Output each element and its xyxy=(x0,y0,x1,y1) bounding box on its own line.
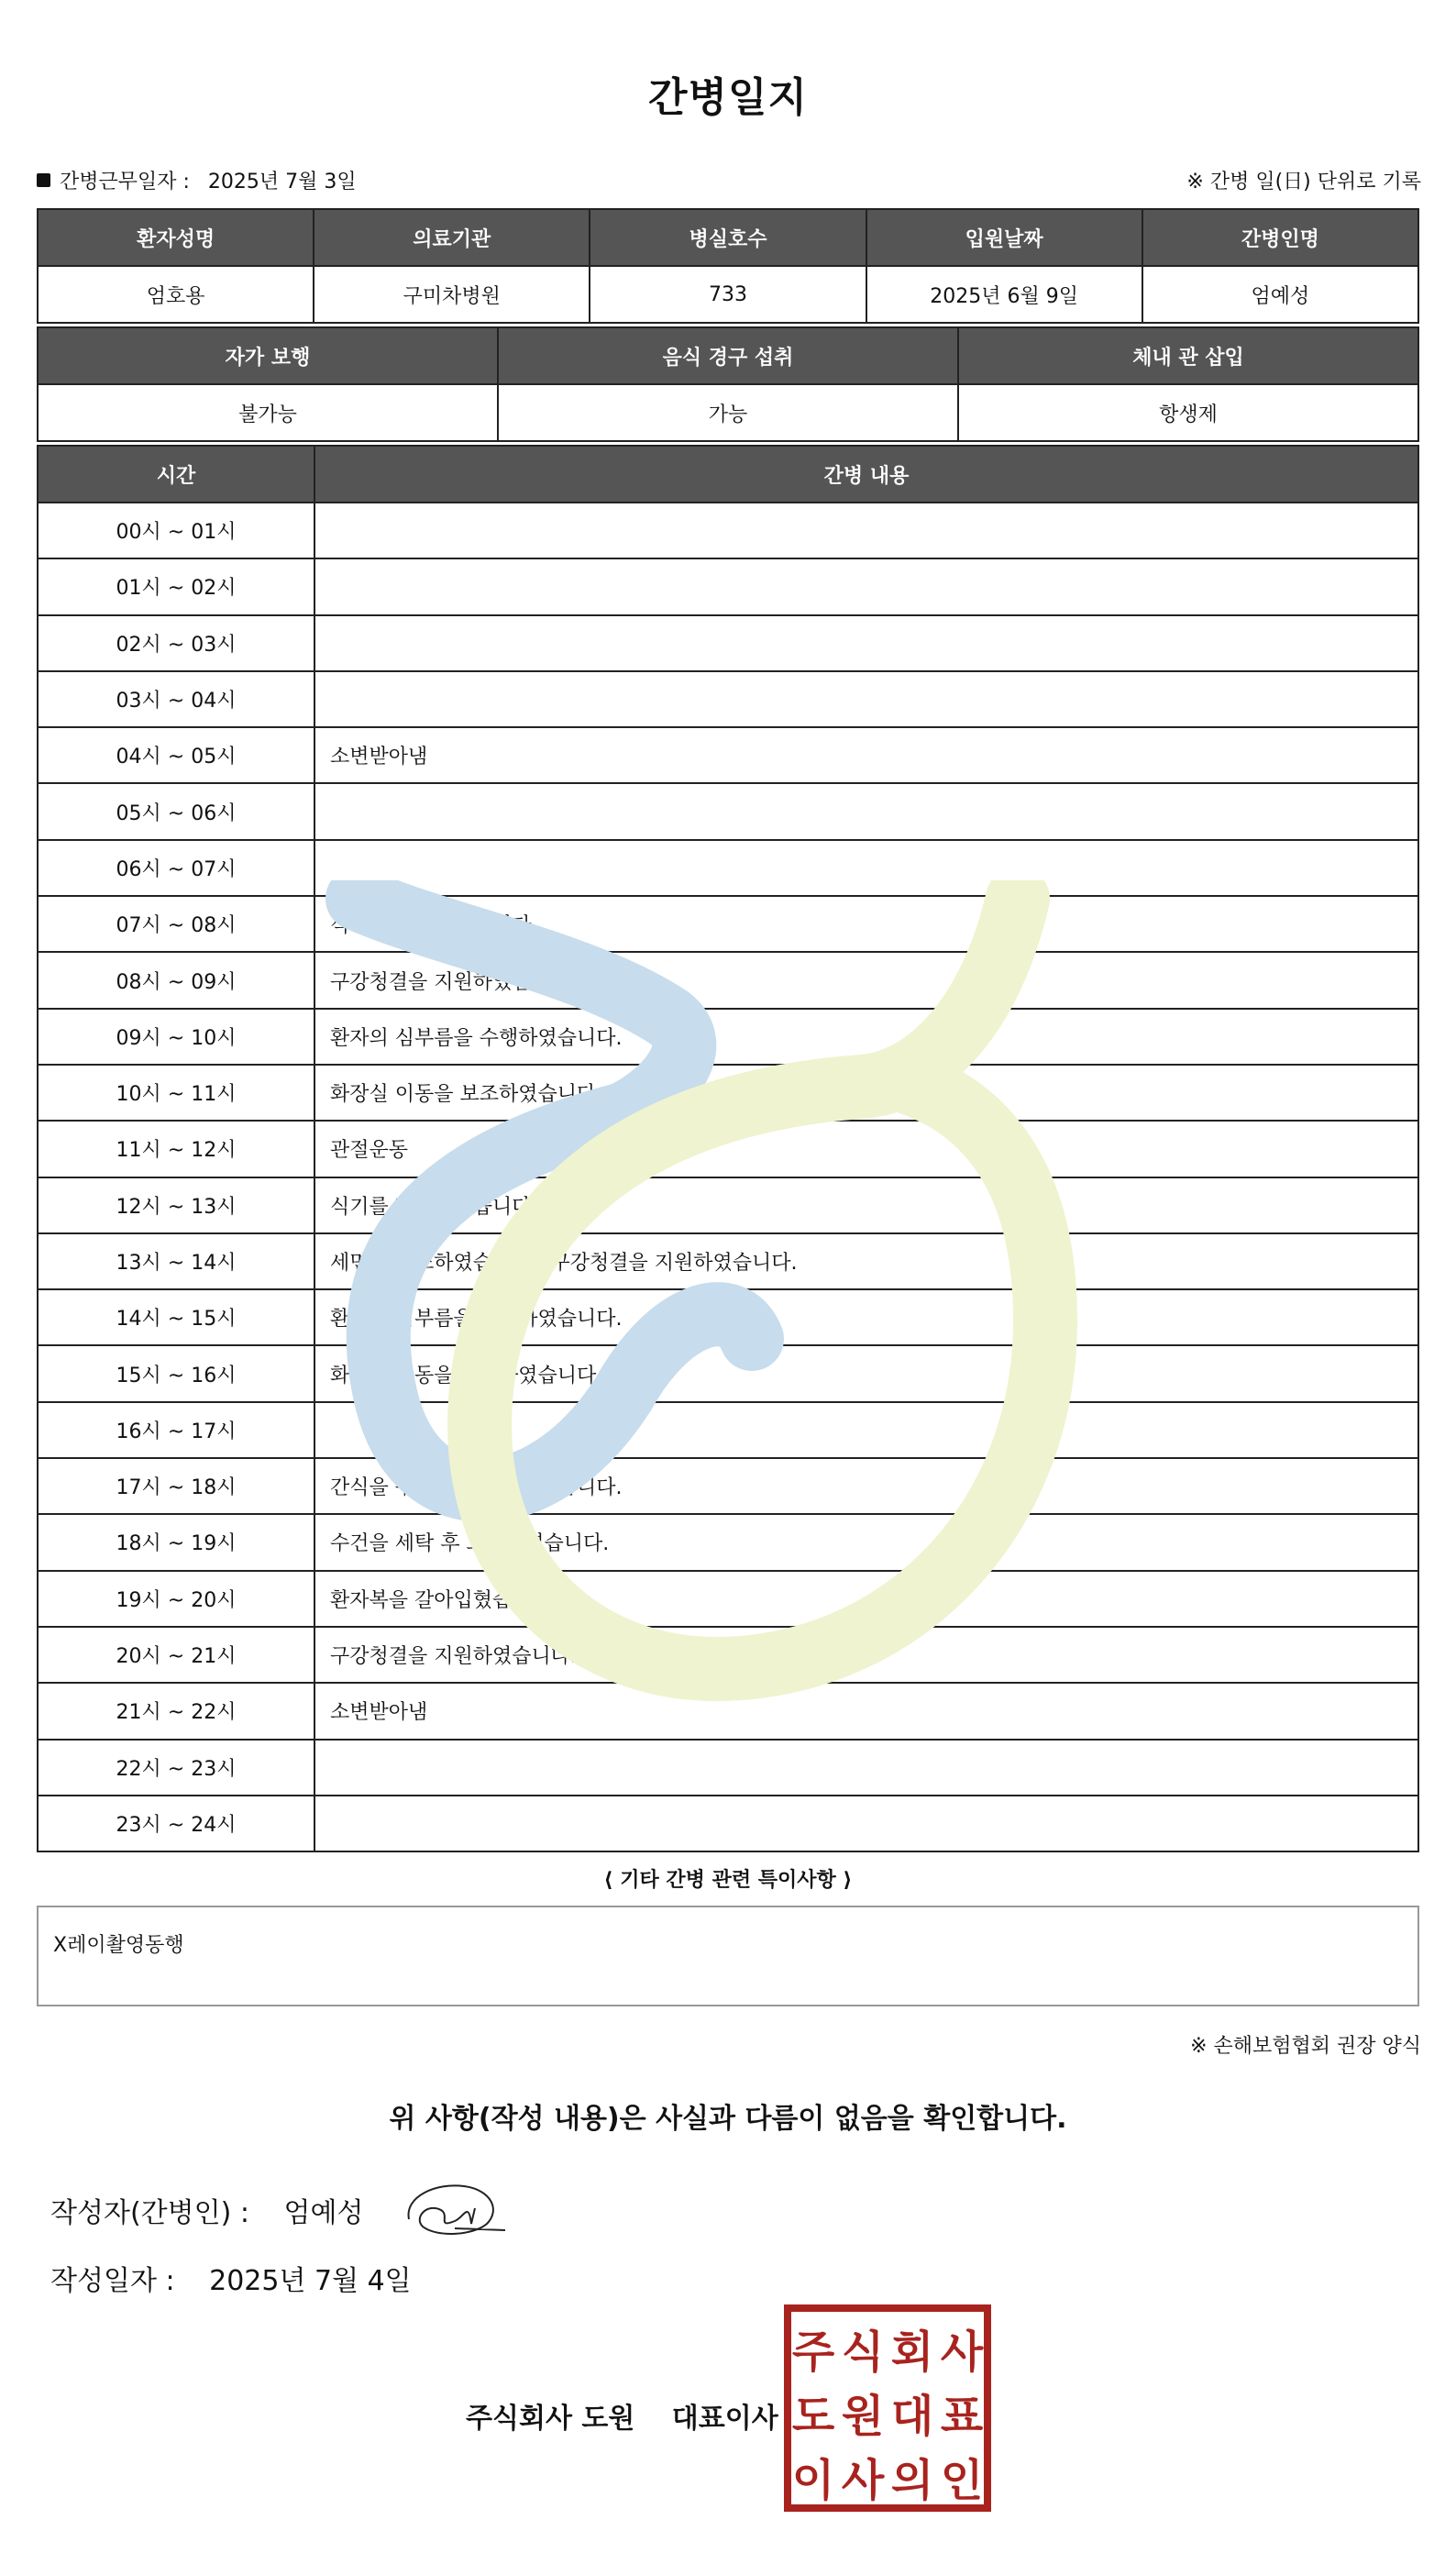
work-date xyxy=(37,166,357,194)
log-note: 식기를 반납하였습니다. xyxy=(314,1177,1418,1233)
form-footnote: ※ 손해보험협회 권장 양식 xyxy=(1190,2035,1421,2058)
care-log-row xyxy=(38,840,1418,896)
special-notes-box xyxy=(37,1906,1419,2006)
handwritten-signature xyxy=(400,2173,510,2247)
log-time: 14시 ~ 15시 xyxy=(38,1289,314,1345)
care-log-table xyxy=(37,445,1419,1852)
log-time: 07시 ~ 08시 xyxy=(38,896,314,952)
care-log-row xyxy=(38,1402,1418,1458)
log-note xyxy=(314,558,1418,614)
work-date-label: 간병근무일자 : xyxy=(60,171,190,193)
seal-character: 주 xyxy=(791,2326,835,2378)
company-line xyxy=(466,2395,778,2436)
admission-date: 2025년 6월 9일 xyxy=(866,266,1142,323)
seal-character: 대 xyxy=(890,2391,934,2442)
patient-info-header-row xyxy=(38,209,1418,266)
log-time: 17시 ~ 18시 xyxy=(38,1458,314,1514)
care-log-row xyxy=(38,1289,1418,1345)
log-note xyxy=(314,503,1418,558)
log-time: 08시 ~ 09시 xyxy=(38,952,314,1008)
log-time: 04시 ~ 05시 xyxy=(38,727,314,783)
log-time: 22시 ~ 23시 xyxy=(38,1740,314,1796)
care-log-row xyxy=(38,1345,1418,1401)
log-note: 환자의 심부름을 수행하였습니다. xyxy=(314,1289,1418,1345)
log-time: 09시 ~ 10시 xyxy=(38,1009,314,1065)
seal-character: 사 xyxy=(841,2455,885,2506)
log-time: 20시 ~ 21시 xyxy=(38,1627,314,1683)
log-time: 18시 ~ 19시 xyxy=(38,1514,314,1570)
log-time: 15시 ~ 16시 xyxy=(38,1345,314,1401)
care-log-body xyxy=(38,503,1418,1851)
log-time: 11시 ~ 12시 xyxy=(38,1121,314,1177)
log-note: 환자복을 갈아입혔습니다. xyxy=(314,1571,1418,1627)
care-log-row xyxy=(38,1121,1418,1177)
document-title: 간병일지 xyxy=(647,74,808,121)
care-log-row xyxy=(38,503,1418,558)
patient-status-table xyxy=(37,326,1419,442)
log-time: 21시 ~ 22시 xyxy=(38,1683,314,1739)
written-date-label: 작성일자 : xyxy=(50,2265,175,2297)
log-note: 화장실 이동을 보조하였습니다. xyxy=(314,1065,1418,1121)
unit-note: ※ 간병 일(日) 단위로 기록 xyxy=(1186,171,1421,193)
log-note xyxy=(314,615,1418,671)
company-representative: 대표이사 xyxy=(671,2403,778,2435)
care-log-row xyxy=(38,1683,1418,1739)
log-note xyxy=(314,840,1418,896)
caregiver-name: 엄예성 xyxy=(1142,266,1418,323)
log-time: 23시 ~ 24시 xyxy=(38,1796,314,1851)
status-header-row xyxy=(38,327,1418,384)
log-note: 구강청결을 지원하였습니다. xyxy=(314,1627,1418,1683)
care-log-row xyxy=(38,615,1418,671)
care-log-row xyxy=(38,1627,1418,1683)
log-note: 식기를 반납하였습니다. xyxy=(314,896,1418,952)
seal-character: 회 xyxy=(890,2326,934,2378)
care-log-row xyxy=(38,1233,1418,1289)
care-log-row xyxy=(38,1740,1418,1796)
tube-insertion: 항생제 xyxy=(958,384,1418,441)
care-log-row xyxy=(38,1177,1418,1233)
confirmation-statement: 위 사항(작성 내용)은 사실과 다름이 없음을 확인합니다. xyxy=(389,2103,1067,2135)
seal-character: 식 xyxy=(841,2326,885,2378)
header-caregiver-name: 간병인명 xyxy=(1142,209,1418,266)
log-note xyxy=(314,1796,1418,1851)
care-log-row xyxy=(38,1571,1418,1627)
care-log-row xyxy=(38,1458,1418,1514)
header-patient-name: 환자성명 xyxy=(38,209,314,266)
log-note xyxy=(314,671,1418,727)
log-time: 05시 ~ 06시 xyxy=(38,783,314,839)
log-note: 간식을 구매하여 제공하였습니다. xyxy=(314,1458,1418,1514)
care-log-row xyxy=(38,1796,1418,1851)
log-note: 관절운동 xyxy=(314,1121,1418,1177)
work-date-value: 2025년 7월 3일 xyxy=(207,171,357,193)
header-oral-intake: 음식 경구 섭취 xyxy=(498,327,958,384)
patient-name: 엄호용 xyxy=(38,266,314,323)
care-log-row xyxy=(38,671,1418,727)
log-time: 02시 ~ 03시 xyxy=(38,615,314,671)
log-note: 소변받아냄 xyxy=(314,727,1418,783)
log-time: 00시 ~ 01시 xyxy=(38,503,314,558)
header-room-number: 병실호수 xyxy=(590,209,866,266)
log-note xyxy=(314,1740,1418,1796)
care-log-row xyxy=(38,952,1418,1008)
seal-character: 이 xyxy=(791,2455,835,2506)
care-log-row xyxy=(38,558,1418,614)
header-admission-date: 입원날짜 xyxy=(866,209,1142,266)
header-self-walking: 자가 보행 xyxy=(38,327,498,384)
header-care-content: 간병 내용 xyxy=(314,446,1418,503)
log-time: 12시 ~ 13시 xyxy=(38,1177,314,1233)
hospital: 구미차병원 xyxy=(314,266,590,323)
company-seal xyxy=(784,2304,991,2512)
care-log-row xyxy=(38,1065,1418,1121)
header-time: 시간 xyxy=(38,446,314,503)
company-name: 주식회사 도원 xyxy=(466,2403,635,2435)
special-notes-title: ⟨ 기타 간병 관련 특이사항 ⟩ xyxy=(603,1869,853,1892)
log-note: 구강청결을 지원하였습니다. xyxy=(314,952,1418,1008)
seal-character: 원 xyxy=(841,2391,885,2442)
status-value-row xyxy=(38,384,1418,441)
written-date-value: 2025년 7월 4일 xyxy=(209,2265,412,2297)
care-log-row xyxy=(38,727,1418,783)
seal-character: 의 xyxy=(890,2455,934,2506)
writer-name: 엄예성 xyxy=(283,2197,364,2229)
patient-info-value-row xyxy=(38,266,1418,323)
writer-line xyxy=(50,2190,363,2230)
care-log-header-row xyxy=(38,446,1418,503)
log-time: 13시 ~ 14시 xyxy=(38,1233,314,1289)
log-note: 환자의 심부름을 수행하였습니다. xyxy=(314,1009,1418,1065)
log-time: 10시 ~ 11시 xyxy=(38,1065,314,1121)
oral-intake: 가능 xyxy=(498,384,958,441)
patient-info-table xyxy=(37,208,1419,324)
log-note xyxy=(314,783,1418,839)
log-note: 수건을 세탁 후 교환하였습니다. xyxy=(314,1514,1418,1570)
log-time: 01시 ~ 02시 xyxy=(38,558,314,614)
log-time: 03시 ~ 04시 xyxy=(38,671,314,727)
seal-character: 인 xyxy=(940,2455,984,2506)
self-walking: 불가능 xyxy=(38,384,498,441)
special-notes-content: X레이촬영동행 xyxy=(53,1934,184,1957)
log-time: 19시 ~ 20시 xyxy=(38,1571,314,1627)
seal-character: 사 xyxy=(940,2326,984,2378)
log-note: 세면을 보조하였습니다., 구강청결을 지원하였습니다. xyxy=(314,1233,1418,1289)
seal-character: 표 xyxy=(940,2391,984,2442)
seal-character: 도 xyxy=(791,2391,835,2442)
log-note: 소변받아냄 xyxy=(314,1683,1418,1739)
bullet-square-icon xyxy=(37,173,50,187)
care-log-row xyxy=(38,896,1418,952)
log-note: 화장실 이동을 보조하였습니다. xyxy=(314,1345,1418,1401)
care-log-row xyxy=(38,1514,1418,1570)
written-date-line xyxy=(50,2258,412,2298)
room-number: 733 xyxy=(590,266,866,323)
header-hospital: 의료기관 xyxy=(314,209,590,266)
log-note xyxy=(314,1402,1418,1458)
log-time: 06시 ~ 07시 xyxy=(38,840,314,896)
care-log-row xyxy=(38,783,1418,839)
log-time: 16시 ~ 17시 xyxy=(38,1402,314,1458)
care-log-row xyxy=(38,1009,1418,1065)
writer-label: 작성자(간병인) : xyxy=(50,2197,249,2229)
header-tube-insertion: 체내 관 삽입 xyxy=(958,327,1418,384)
